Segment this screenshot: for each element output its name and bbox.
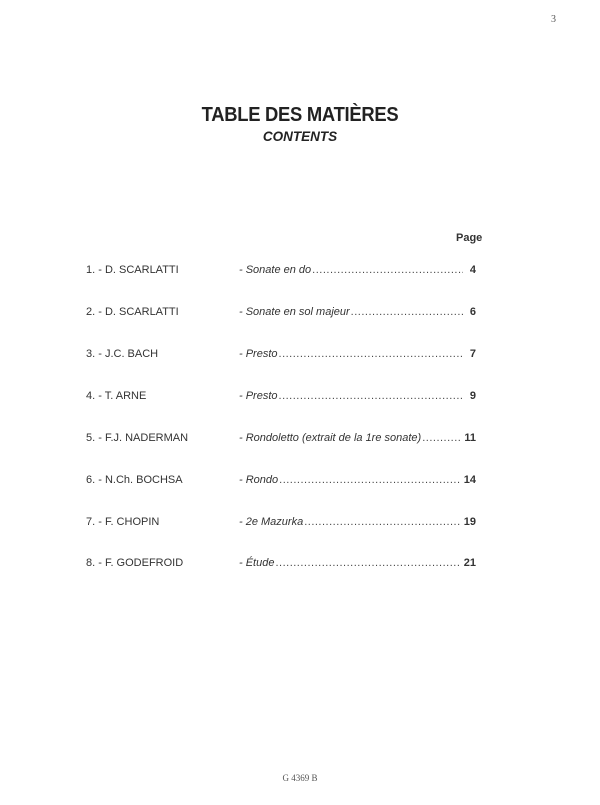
catalog-number: G 4369 B — [282, 773, 318, 783]
page-number: 3 — [551, 14, 556, 25]
page-ref: 7 — [469, 348, 476, 360]
page-ref: 6 — [469, 306, 476, 318]
composer-name: 3. - J.C. BACH — [86, 348, 159, 360]
work-title: - Presto — [239, 390, 278, 402]
work-title: - 2e Mazurka — [239, 516, 304, 528]
dot-leader — [304, 516, 461, 528]
page-ref: 21 — [463, 557, 476, 569]
toc-entry — [86, 306, 476, 322]
dot-leader — [351, 306, 463, 318]
page-ref: 9 — [469, 390, 476, 402]
dot-leader — [312, 264, 463, 276]
composer-name: 2. - D. SCARLATTI — [86, 306, 179, 318]
dot-leader — [279, 474, 461, 486]
page-subtitle: CONTENTS — [262, 129, 338, 144]
page-ref: 11 — [464, 432, 476, 444]
composer-name: 6. - N.Ch. BOCHSA — [86, 474, 183, 486]
toc-entry — [86, 348, 476, 364]
work-title: - Rondo — [239, 474, 279, 486]
composer-name: 7. - F. CHOPIN — [86, 516, 160, 528]
composer-name: 4. - T. ARNE — [86, 390, 147, 402]
toc-entry — [86, 474, 476, 490]
toc-entry — [86, 432, 476, 448]
composer-name: 5. - F.J. NADERMAN — [86, 432, 189, 444]
work-title: - Presto — [239, 348, 278, 360]
toc-entry — [86, 557, 476, 573]
page-column-label: Page — [456, 232, 483, 244]
work-title: - Sonate en do — [239, 264, 312, 276]
toc-entry — [86, 264, 476, 280]
dot-leader — [279, 390, 463, 402]
work-title: - Étude — [239, 557, 275, 569]
composer-name: 1. - D. SCARLATTI — [86, 264, 179, 276]
toc-entry — [86, 390, 476, 406]
work-title: - Rondoletto (extrait de la 1re sonate) — [239, 432, 422, 444]
composer-name: 8. - F. GODEFROID — [86, 557, 184, 569]
work-title: - Sonate en sol majeur — [239, 306, 350, 318]
page-ref: 14 — [463, 474, 476, 486]
page-title: TABLE DES MATIÈRES — [201, 104, 399, 126]
dot-leader — [279, 348, 463, 360]
toc-entry — [86, 516, 476, 532]
dot-leader — [422, 432, 461, 444]
page-ref: 4 — [469, 264, 476, 276]
page-ref: 19 — [463, 516, 476, 528]
dot-leader — [275, 557, 460, 569]
